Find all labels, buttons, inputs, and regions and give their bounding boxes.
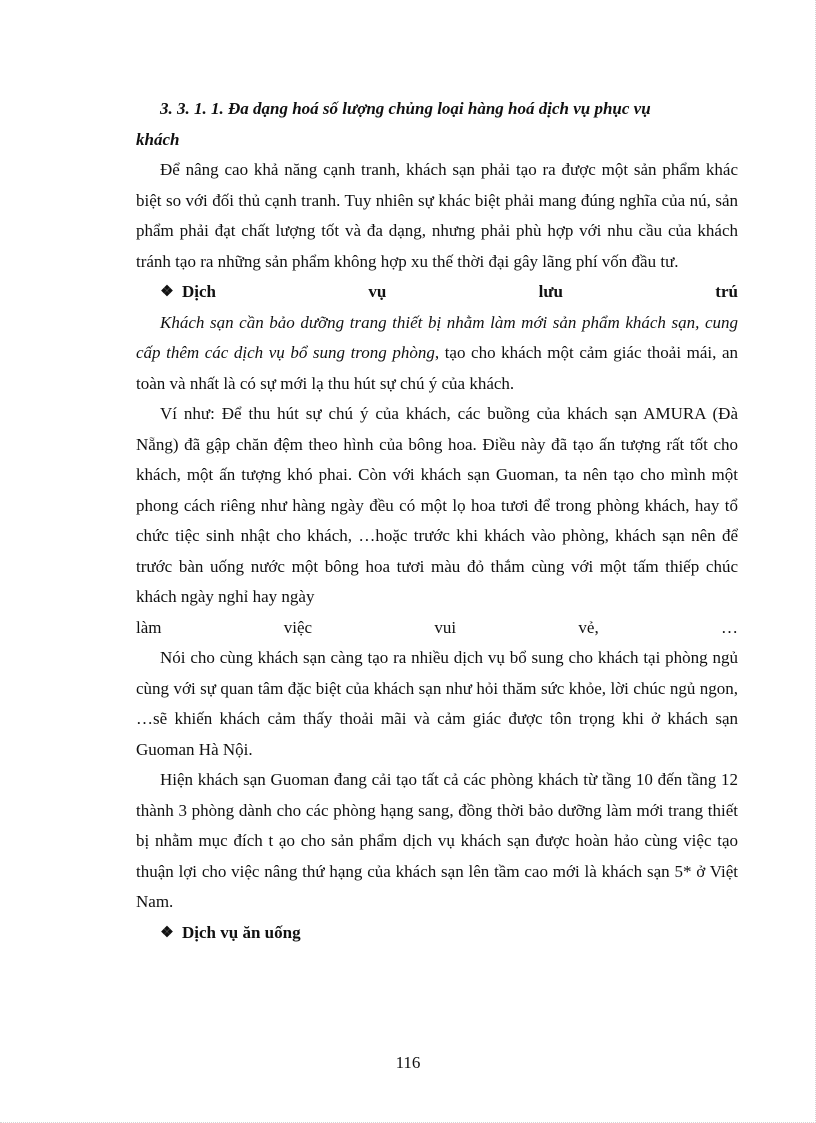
bullet-word-1: Dịch: [182, 282, 216, 301]
section-heading: [136, 94, 738, 155]
bullet-word-2: vụ: [368, 282, 387, 301]
paragraph-2-rest: , tạo cho khách một cảm giác thoải mái, an toàn và nhất là có sự mới lạ thu hút sự chú ý của khách.: [136, 343, 738, 393]
last-word-4: vẻ,: [578, 617, 599, 637]
page-number: 116: [395, 1053, 421, 1072]
page-content: [136, 94, 738, 948]
section-heading-line1: 3. 3. 1. 1. Đa dạng hoá số lượng chủng loại hàng hoá dịch vụ phục vụ: [160, 99, 651, 118]
paragraph-5: Hiện khách sạn Guoman đang cải tạo tất cả các phòng khách từ tầng 10 đến tầng 12 thành 3 phòng dành cho các phòng hạng sang, đồng thời bảo dưỡng làm mới trang thiết bị nhằm mục đích t ạo cho sản phẩm dịch vụ khách sạn được hoàn hảo cùng việc tạo thuận lợi cho việc nâng thứ hạng của khách sạn lên tầm cao mới là khách sạn 5* ở Việt Nam.: [136, 770, 738, 911]
bullet-word-3: lưu: [538, 282, 563, 301]
paragraph-1: Để nâng cao khả năng cạnh tranh, khách sạn phải tạo ra được một sản phẩm khác biệt so với đối thủ cạnh tranh. Tuy nhiên sự khác biệt phải mang đúng nghĩa của nú, sản phẩm phải đạt chất lượng tốt và đa dạng, nhưng phải phù hợp với nhu cầu của khách tránh tạo ra những sản phẩm không hợp xu thế thời đại gây lãng phí vốn đầu tư.: [136, 160, 738, 271]
paragraph-2-italic: Khách sạn cần bảo dưỡng trang thiết bị nhằm làm mới sản phẩm khách sạn, cung cấp thêm các dịch vụ bổ sung trong phòng: [136, 312, 738, 362]
bullet-an-uong-label: Dịch vụ ăn uống: [182, 922, 301, 942]
paragraph-4: Nói cho cùng khách sạn càng tạo ra nhiều dịch vụ bổ sung cho khách tại phòng ngủ cùng với sự quan tâm đặc biệt của khách sạn như hỏi thăm sức khỏe, lời chúc ngủ ngon, …sẽ khiến khách cảm thấy thoải mãi và cảm giác được tôn trọng khi ở khách sạn Guoman Hà Nội.: [136, 648, 738, 759]
last-word-2: việc: [283, 617, 313, 637]
last-word-5: …: [720, 617, 738, 637]
diamond-bullet-icon: ❖: [160, 924, 174, 941]
paragraph-3-last-line: [136, 613, 738, 644]
diamond-bullet-icon: ❖: [160, 284, 174, 300]
bullet-word-4: trú: [715, 282, 738, 301]
paragraph-2: [136, 308, 738, 400]
bullet-luu-tru: [136, 277, 738, 308]
bullet-an-uong: [136, 918, 738, 949]
last-word-1: làm: [136, 617, 162, 637]
paragraph-3: Ví như: Để thu hút sự chú ý của khách, các buồng của khách sạn AMURA (Đà Nẵng) đã gập chăn đệm theo hình của bông hoa. Điều này đã tạo ấn tượng rất tốt cho khách, một ấn tượng khó phai. Còn với khách sạn Guoman, ta nên tạo cho mình một phong cách riêng như hàng ngày đều có một lọ hoa tươi để trong phòng khách, hay tổ chức tiệc sinh nhật cho khách, …hoặc trước khi khách vào phòng, khách sạn nên để trước bàn uống nước một bông hoa tươi màu đỏ thắm cùng với một tấm thiếp chúc khách ngày nghỉ hay ngày: [136, 404, 738, 606]
section-heading-line2: khách: [136, 129, 180, 149]
last-word-3: vui: [434, 617, 457, 637]
